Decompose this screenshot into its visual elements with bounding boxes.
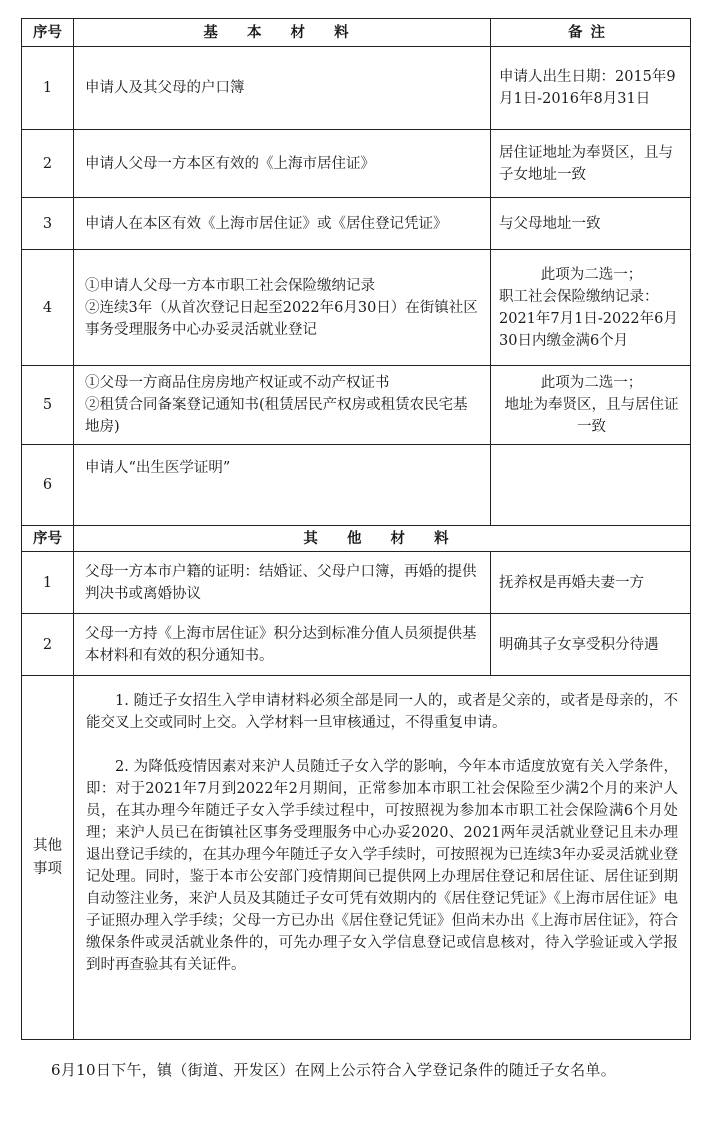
- other-matters-notes: [74, 676, 691, 1040]
- other-matters-row: [22, 676, 691, 1040]
- remark-line: 申请人出生日期：2015年9月1日-2016年8月31日: [499, 69, 676, 107]
- row-remark: [491, 366, 691, 445]
- table-row: [22, 552, 691, 614]
- row-material: [74, 47, 491, 130]
- row-material: [74, 198, 491, 250]
- material-line: ②租赁合同备案登记通知书(租赁居民产权房或租赁农民宅基地房): [85, 397, 468, 435]
- row-remark: [491, 614, 691, 676]
- row-serial: 2: [22, 614, 74, 676]
- row-serial: 1: [22, 552, 74, 614]
- remark-line: 抚养权是再婚夫妻一方: [499, 574, 644, 591]
- header-remarks: 备注: [491, 19, 691, 47]
- row-remark: [491, 250, 691, 366]
- row-material: [74, 614, 491, 676]
- material-line: 申请人“出生医学证明”: [85, 460, 231, 476]
- table-row: [22, 614, 691, 676]
- row-serial: 6: [22, 445, 74, 526]
- remark-line: 与父母地址一致: [499, 215, 601, 232]
- material-line: 父母一方持《上海市居住证》积分达到标准分值人员须提供基本材料和有效的积分通知书。: [85, 625, 477, 664]
- row-material: [74, 130, 491, 198]
- row-material: [74, 250, 491, 366]
- enrollment-materials-table: [21, 18, 691, 1040]
- material-line: 申请人在本区有效《上海市居住证》或《居住登记凭证》: [85, 215, 448, 232]
- material-line: 父母一方本市户籍的证明：结婚证、父母户口簿，再婚的提供判决书或离婚协议: [85, 563, 477, 602]
- table-row: [22, 366, 691, 445]
- material-line: ①申请人父母一方本市职工社会保险缴纳记录: [85, 277, 375, 294]
- header-serial: 序号: [22, 19, 74, 47]
- footer-announcement: 6月10日下午，镇（街道、开发区）在网上公示符合入学登记条件的随迁子女名单。: [51, 1061, 617, 1079]
- row-serial: 2: [22, 130, 74, 198]
- header-basic-materials: 基 本 材 料: [74, 19, 491, 47]
- table-row: [22, 445, 691, 526]
- note-paragraph-1: 1. 随迁子女招生入学申请材料必须全部是同一人的，或者是父亲的，或者是母亲的，不能交叉上交或同时上交。入学材料一旦审核通过，不得重复申请。: [86, 693, 678, 731]
- remark-line: 居住证地址为奉贤区，且与子女地址一致: [499, 144, 673, 183]
- table-row: [22, 198, 691, 250]
- other-header-row: [22, 526, 691, 552]
- row-material: [74, 366, 491, 445]
- row-serial: 5: [22, 366, 74, 445]
- table-row: [22, 47, 691, 130]
- row-remark: [491, 47, 691, 130]
- remark-line: 此项为二选一；: [540, 375, 643, 391]
- remark-line: 明确其子女享受积分待遇: [499, 636, 659, 653]
- other-matters-label: [22, 676, 74, 1040]
- other-matters-label-line: 事项: [33, 860, 62, 877]
- header-other-materials: 其 他 材 料: [74, 526, 691, 552]
- row-serial: 4: [22, 250, 74, 366]
- material-line: 申请人及其父母的户口簿: [85, 80, 245, 96]
- row-remark: [491, 198, 691, 250]
- row-remark: [491, 130, 691, 198]
- table-row: [22, 250, 691, 366]
- material-line: ①父母一方商品住房房地产权证或不动产权证书: [85, 375, 390, 391]
- row-remark: [491, 445, 691, 526]
- table-row: [22, 130, 691, 198]
- row-serial: 3: [22, 198, 74, 250]
- header-serial-other: 序号: [22, 526, 74, 552]
- remark-line: 地址为奉贤区，且与居住证一致: [504, 397, 679, 435]
- row-remark: [491, 552, 691, 614]
- row-serial: 1: [22, 47, 74, 130]
- remark-line: 职工社会保险缴纳记录：2021年7月1日-2022年6月30日内缴金满6个月: [499, 288, 678, 349]
- remark-line: 此项为二选一；: [540, 266, 643, 283]
- basic-header-row: [22, 19, 691, 47]
- material-line: ②连续3年（从首次登记日起至2022年6月30日）在街镇社区事务受理服务中心办妥灵活就业登记: [85, 299, 478, 338]
- note-paragraph-2: 2. 为降低疫情因素对来沪人员随迁子女入学的影响，今年本市适度放宽有关入学条件，即：对于2021年7月到2022年2月期间，正常参加本市职工社会保险至少满2个月的来沪人员，在其办理今年随迁子女入学手续过程中，可按照视为参加本市职工社会保险满6个月处理；来沪人员已在街镇社区事务受理服务中心办妥2020、2021两年灵活就业登记且未办理退出登记手续的，在其办理今年随迁子女入学手续时，可按照视为已连续3年办妥灵活就业登记处理。同时，鉴于本市公安部门疫情期间已提供网上办理居住登记和居住证、居住证到期自动签注业务，来沪人员及其随迁子女可凭有效期内的《居住登记凭证》《上海市居住证》电子证照办理入学手续；父母一方已办出《居住登记凭证》但尚未办出《上海市居住证》，符合缴保条件或灵活就业条件的，可先办理子女入学信息登记或信息核对，待入学验证或入学报到时再查验其有关证件。: [86, 759, 678, 973]
- row-material: [74, 445, 491, 526]
- row-material: [74, 552, 491, 614]
- other-matters-label-line: 其他: [33, 837, 62, 854]
- material-line: 申请人父母一方本区有效的《上海市居住证》: [85, 155, 375, 172]
